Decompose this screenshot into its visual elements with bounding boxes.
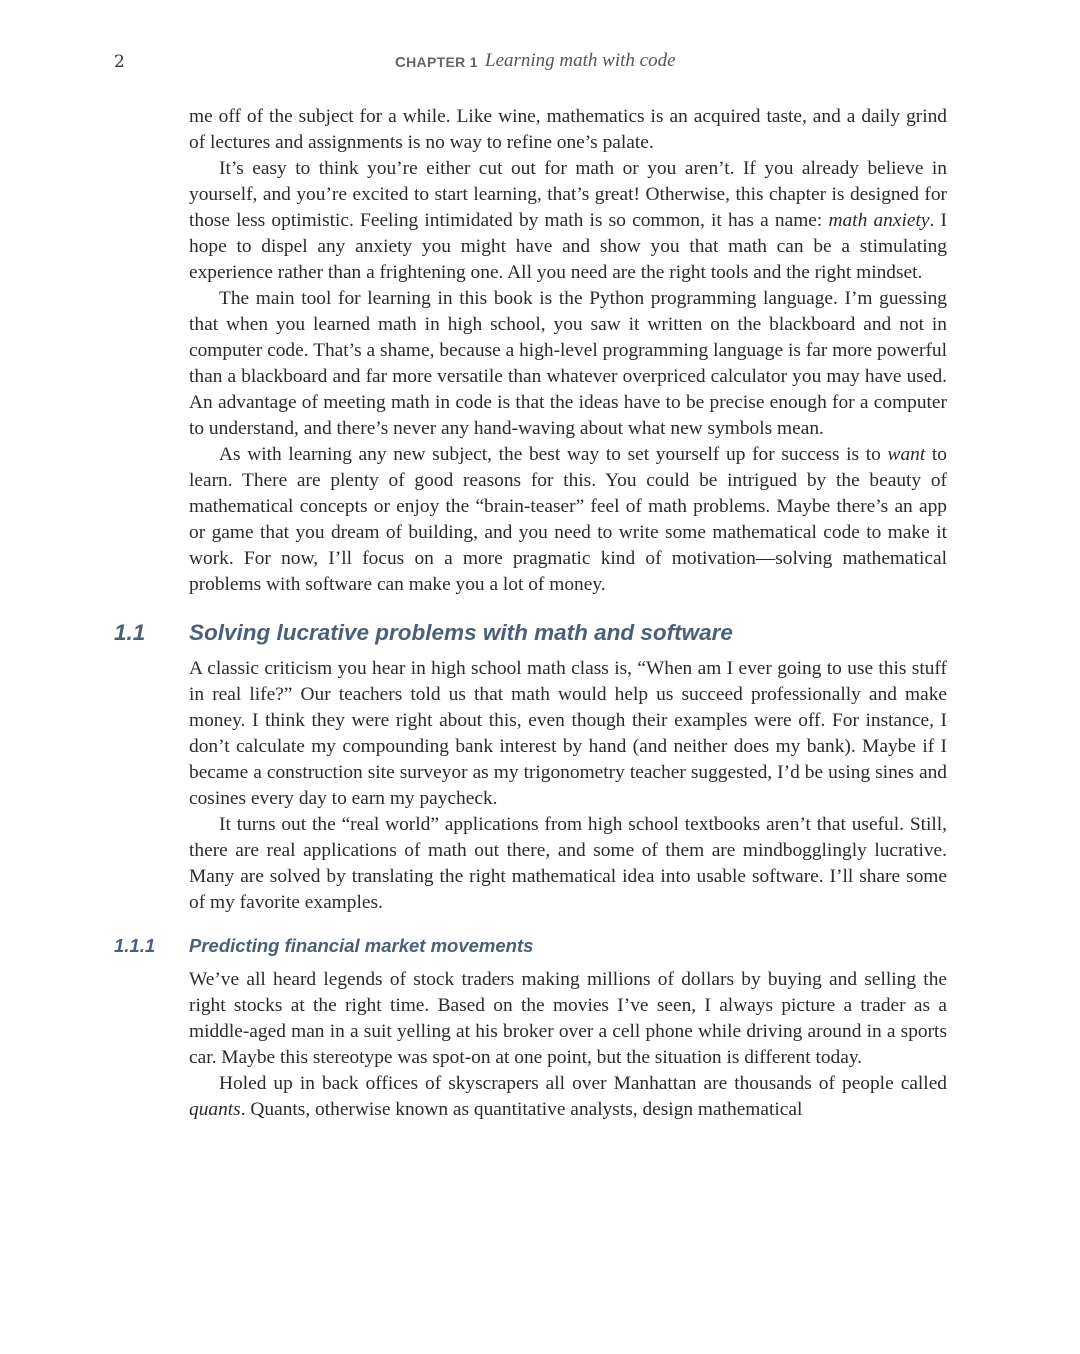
subsection-heading-1-1-1: [114, 933, 947, 959]
emphasis-quants: quants: [189, 1099, 241, 1120]
section-title: Solving lucrative problems with math and software: [189, 620, 733, 645]
paragraph-1-1-1-1: We’ve all heard legends of stock traders making millions of dollars by buying and selling the right stocks at the right time. Based on the movies I’ve seen, I always picture a trader as a middle-aged man in a suit yelling at his broker over a cell phone while driving around in a sports car. Maybe this stereotype was spot-on at one point, but the situation is different today.: [189, 969, 947, 1068]
emphasis-math-anxiety: math anxiety: [828, 210, 930, 231]
page-number: 2: [114, 52, 125, 72]
body-text: [114, 104, 947, 1123]
chapter-label-initial: C: [395, 54, 407, 71]
paragraph-intro-1: me off of the subject for a while. Like wine, mathematics is an acquired taste, and a daily grind of lectures and assignments is no way to refine one’s palate.: [189, 106, 947, 153]
subsection-number: 1.1.1: [114, 935, 156, 956]
section-heading-1-1: [114, 618, 947, 648]
chapter-title: Learning math with code: [485, 50, 676, 71]
paragraph-1-1-2: It turns out the “real world” applications from high school textbooks aren’t that useful. Still, there are real applications of math out there, and some of them are mindbogglingly lucrative. Many are solved by translating the right mathematical idea into usable software. I’ll share some of my favorite examples.: [189, 814, 947, 913]
running-head: [0, 50, 1080, 76]
paragraph-1-1-1: A classic criticism you hear in high school math class is, “When am I ever going to use this stuff in real life?” Our teachers told us that math would help us succeed professionally and make money. I think they were right about this, even though their examples were off. For instance, I don’t calculate my compounding bank interest by hand (and neither does my bank). Maybe if I became a construction site surveyor as my trigonometry teacher suggested, I’d be using sines and cosines every day to earn my paycheck.: [189, 658, 947, 809]
subsection-title: Predicting financial market movements: [189, 935, 534, 956]
chapter-label-rest: HAPTER 1: [406, 54, 478, 70]
paragraph-intro-2: It’s easy to think you’re either cut out for math or you aren’t. If you already believe in yourself, and you’re excited to start learning, that’s great! Otherwise, this chapter is designed for those less optimistic. Feeling intimidated by math is so common, it has a name: math anxiety. I hope to dispel any anxiety you might have and show you that math can be a stimulating experience rather than a frightening one. All you need are the right tools and the right mindset.: [189, 158, 947, 283]
section-number: 1.1: [114, 620, 146, 645]
chapter-label: [395, 54, 478, 71]
paragraph-intro-4: As with learning any new subject, the best way to set yourself up for success is to want to learn. There are plenty of good reasons for this. You could be intrigued by the beauty of mathematical concepts or enjoy the “brain-teaser” feel of math problems. Maybe there’s an app or game that you dream of building, and you need to write some mathematical code to make it work. For now, I’ll focus on a more pragmatic kind of motivation—solving mathematical problems with software can make you a lot of money.: [189, 444, 947, 595]
paragraph-intro-3: The main tool for learning in this book is the Python programming language. I’m guessing that when you learned math in high school, you saw it written on the blackboard and not in computer code. That’s a shame, because a high-level programming language is far more powerful than a blackboard and far more versatile than whatever overpriced calculator you may have used. An advantage of meeting math in code is that the ideas have to be precise enough for a computer to understand, and there’s never any hand-waving about what new symbols mean.: [189, 288, 947, 439]
emphasis-want: want: [887, 444, 926, 465]
paragraph-1-1-1-2: Holed up in back offices of skyscrapers all over Manhattan are thousands of people called quants. Quants, otherwise known as quantitative analysts, design mathematical: [189, 1073, 947, 1120]
